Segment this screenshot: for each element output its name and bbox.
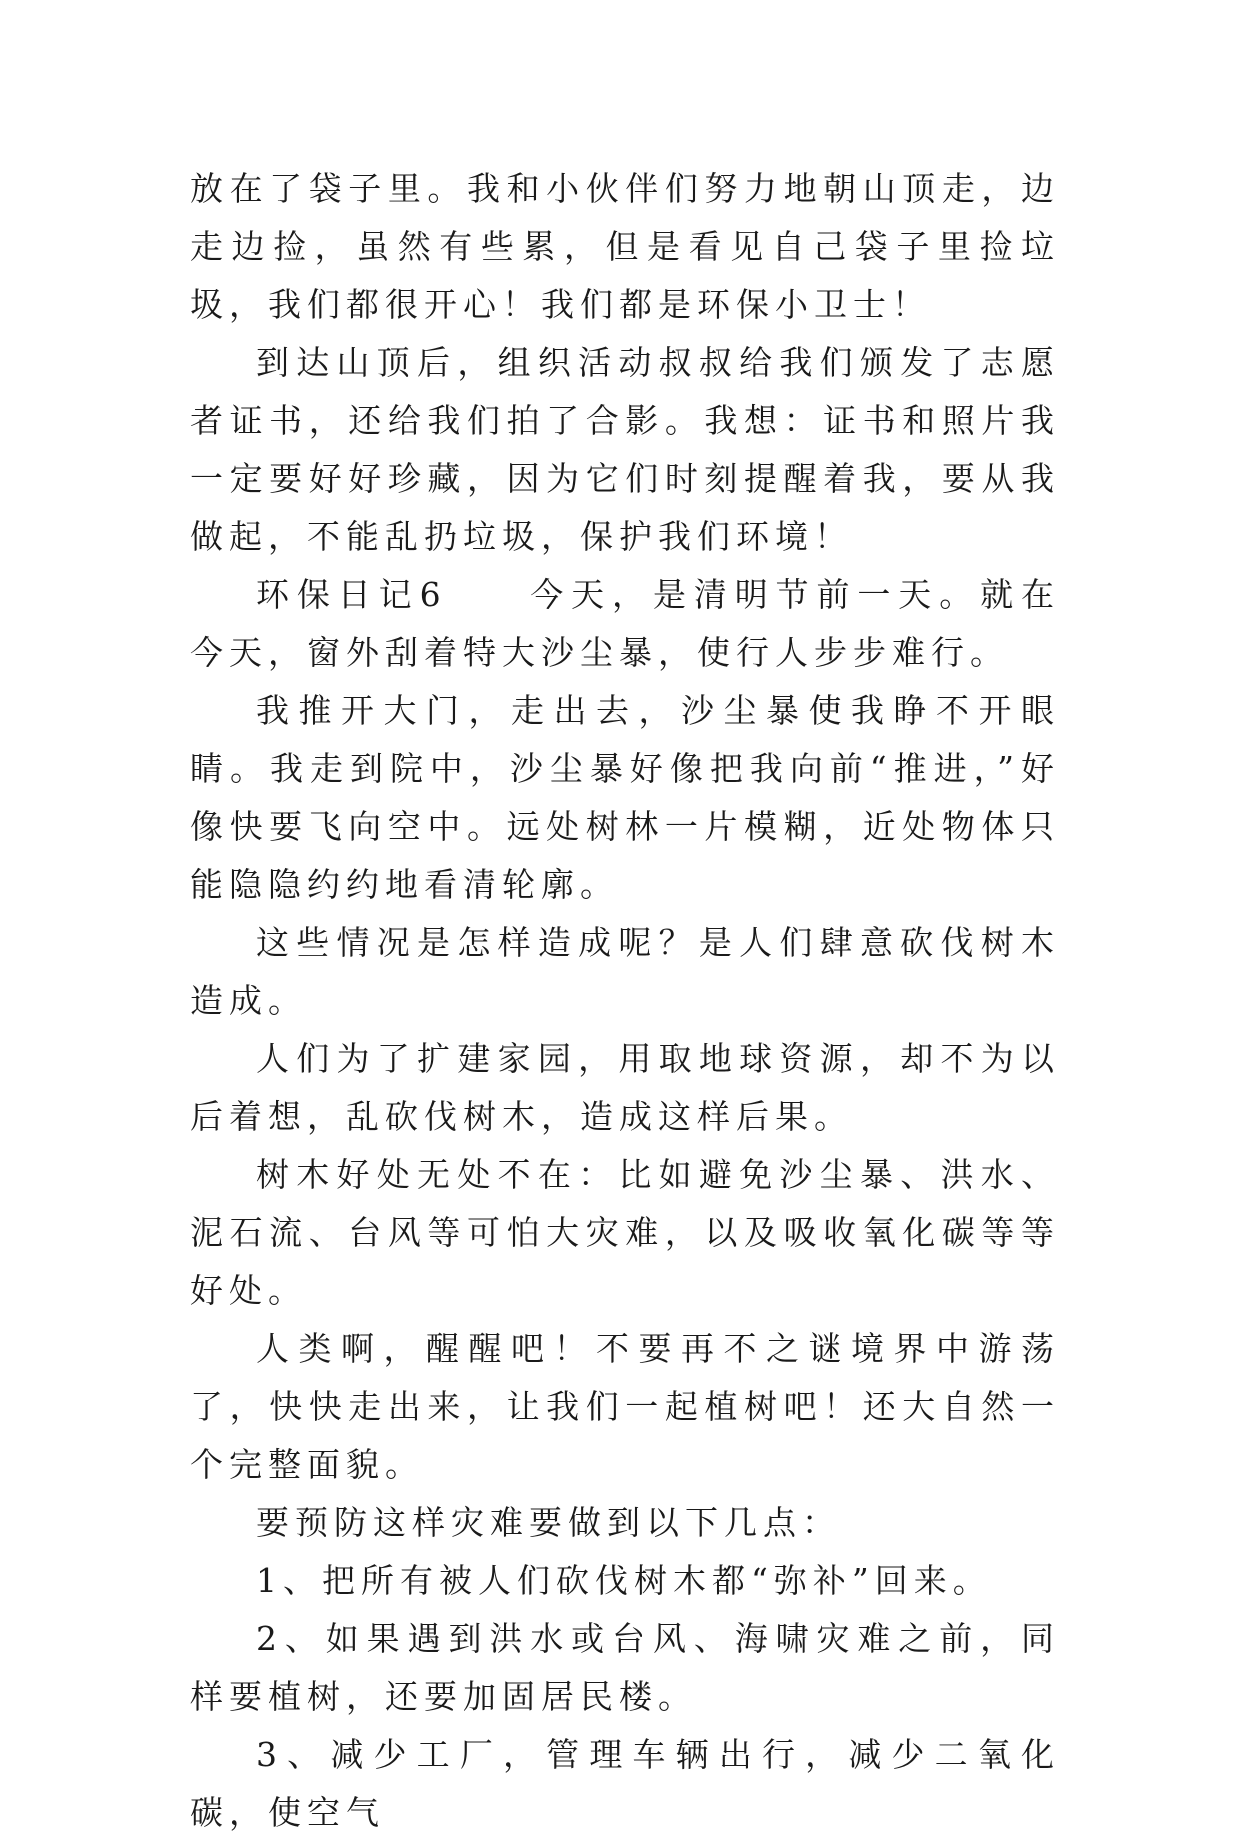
paragraph: 这些情况是怎样造成呢？是人们肆意砍伐树木造成。: [190, 923, 1060, 1020]
document-body: [190, 160, 1060, 1842]
paragraph: 我推开大门，走出去，沙尘暴使我睁不开眼睛。我走到院中，沙尘暴好像把我向前“推进，”好像快要飞向空中。远处树林一片模糊，近处物体只能隐隐约约地看清轮廓。: [190, 691, 1060, 904]
list-item: 2、如果遇到洪水或台风、海啸灾难之前，同样要植树，还要加固居民楼。: [190, 1619, 1060, 1716]
paragraph: 放在了袋子里。我和小伙伴们努力地朝山顶走，边走边捡，虽然有些累，但是看见自己袋子里捡垃圾，我们都很开心！我们都是环保小卫士！: [190, 169, 1060, 324]
paragraph: 环保日记6 今天，是清明节前一天。就在今天，窗外刮着特大沙尘暴，使行人步步难行。: [190, 575, 1060, 672]
paragraph: 到达山顶后，组织活动叔叔给我们颁发了志愿者证书，还给我们拍了合影。我想：证书和照片我一定要好好珍藏，因为它们时刻提醒着我，要从我做起，不能乱扔垃圾，保护我们环境！: [190, 343, 1060, 556]
list-item: 1、把所有被人们砍伐树木都“弥补”回来。: [256, 1561, 992, 1600]
paragraph: 人类啊，醒醒吧！不要再不之谜境界中游荡了，快快走出来，让我们一起植树吧！还大自然一个完整面貌。: [190, 1329, 1060, 1484]
list-item: 3、减少工厂，管理车辆出行，减少二氧化碳，使空气: [190, 1735, 1060, 1832]
paragraph: 要预防这样灾难要做到以下几点：: [256, 1503, 841, 1542]
paragraph: 人们为了扩建家园，用取地球资源，却不为以后着想，乱砍伐树木，造成这样后果。: [190, 1039, 1060, 1136]
paragraph: 树木好处无处不在：比如避免沙尘暴、洪水、泥石流、台风等可怕大灾难，以及吸收氧化碳等等好处。: [190, 1155, 1060, 1310]
